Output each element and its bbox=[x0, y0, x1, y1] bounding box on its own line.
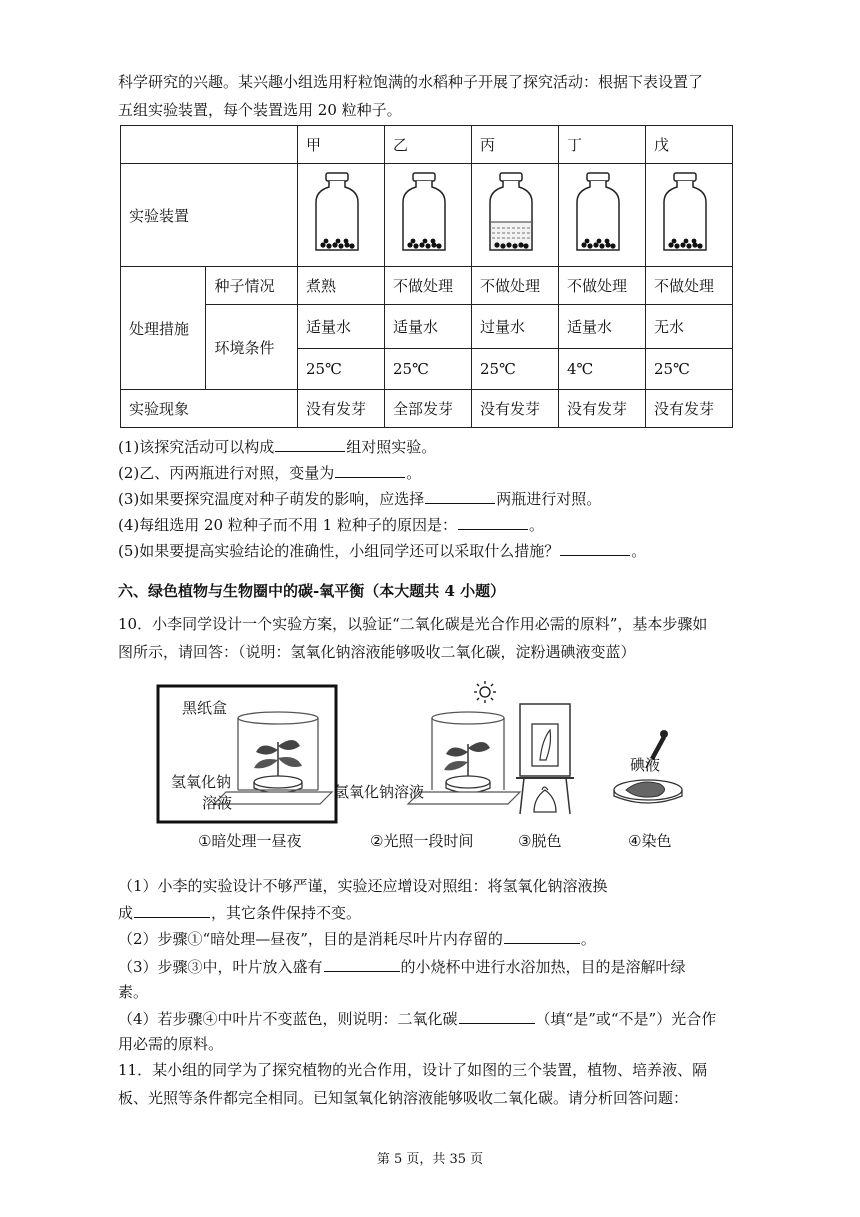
sun-icon bbox=[474, 681, 496, 703]
group-header: 乙 bbox=[385, 126, 472, 164]
answer-blank[interactable] bbox=[425, 488, 495, 504]
jar-cell bbox=[472, 164, 559, 267]
q10-part-4-line-2: 用必需的原料。 bbox=[118, 1035, 224, 1053]
step-4-caption: ④染色 bbox=[628, 832, 672, 850]
result-cell: 没有发芽 bbox=[646, 390, 733, 428]
result-cell: 没有发芽 bbox=[298, 390, 385, 428]
group-header: 丁 bbox=[559, 126, 646, 164]
step-2-caption: ②光照一段时间 bbox=[370, 832, 474, 850]
water-cell: 无水 bbox=[646, 305, 733, 349]
bell-jar-icon bbox=[408, 712, 520, 804]
q10-part-3-line-1: （3）步骤③中，叶片放入盛有 的小烧杯中进行水浴加热，目的是溶解叶绿 bbox=[118, 958, 686, 976]
q10-part-2: （2）步骤①“暗处理—昼夜”，目的是消耗尽叶片内存留的 。 bbox=[118, 930, 596, 948]
group-header: 甲 bbox=[298, 126, 385, 164]
q11-stem-line-2: 板、光照等条件都完全相同。已知氢氧化钠溶液能够吸收二氧化碳。请分析回答问题： bbox=[118, 1089, 689, 1107]
temp-cell: 4℃ bbox=[559, 349, 646, 390]
jar-icon bbox=[573, 172, 623, 254]
jar-cell bbox=[559, 164, 646, 267]
jar-cell bbox=[646, 164, 733, 267]
jar-cell bbox=[298, 164, 385, 267]
jar-icon bbox=[312, 172, 362, 254]
section-title: 六、绿色植物与生物圈中的碳-氧平衡（本大题共 4 小题） bbox=[118, 582, 506, 600]
box-label: 黑纸盒 bbox=[182, 699, 228, 717]
q10-part-3-line-2: 素。 bbox=[118, 983, 149, 1001]
seed-cell: 不做处理 bbox=[472, 267, 559, 305]
seed-cell: 不做处理 bbox=[385, 267, 472, 305]
answer-blank[interactable] bbox=[134, 902, 210, 918]
q10-part-1-line-1: （1）小李的实验设计不够严谨，实验还应增设对照组：将氢氧化钠溶液换 bbox=[118, 877, 608, 895]
q9-item-3: (3)如果要探究温度对种子萌发的影响，应选择 两瓶进行对照。 bbox=[118, 490, 602, 508]
answer-blank[interactable] bbox=[560, 540, 630, 556]
seed-cell: 不做处理 bbox=[559, 267, 646, 305]
q10-part-4-line-1: （4）若步骤④中叶片不变蓝色，则说明：二氧化碳 （填“是”或“不是”）光合作 bbox=[118, 1010, 717, 1028]
answer-blank[interactable] bbox=[324, 956, 400, 972]
q10-stem-line-1: 10．小李同学设计一个实验方案，以验证“二氧化碳是光合作用必需的原料”，基本步骤如 bbox=[118, 615, 708, 633]
jar-icon bbox=[399, 172, 449, 254]
temp-cell: 25℃ bbox=[385, 349, 472, 390]
q11-stem-line-1: 11．某小组的同学为了探究植物的光合作用，设计了如图的三个装置，植物、培养液、隔 bbox=[118, 1061, 708, 1079]
naoh-label-1b: 溶液 bbox=[202, 794, 233, 812]
seed-cell: 不做处理 bbox=[646, 267, 733, 305]
answer-blank[interactable] bbox=[275, 436, 345, 452]
q10-part-1-line-2: 成 ，其它条件保持不变。 bbox=[118, 904, 362, 922]
answer-blank[interactable] bbox=[504, 928, 580, 944]
water-cell: 适量水 bbox=[385, 305, 472, 349]
water-cell: 适量水 bbox=[298, 305, 385, 349]
temp-cell: 25℃ bbox=[646, 349, 733, 390]
answer-blank[interactable] bbox=[335, 462, 405, 478]
group-header: 丙 bbox=[472, 126, 559, 164]
jar-cell bbox=[385, 164, 472, 267]
q9-item-2: (2)乙、丙两瓶进行对照，变量为 。 bbox=[118, 464, 422, 482]
group-header: 戊 bbox=[646, 126, 733, 164]
iodine-label: 碘液 bbox=[630, 756, 661, 774]
water-bath-icon bbox=[516, 704, 574, 814]
naoh-label-2: 氢氧化钠溶液 bbox=[334, 783, 425, 801]
experiment-table bbox=[120, 125, 733, 428]
step-1-caption: ①暗处理一昼夜 bbox=[198, 832, 302, 850]
sub-env-label: 环境条件 bbox=[206, 305, 298, 390]
q9-item-1: (1)该探究活动可以构成 组对照实验。 bbox=[118, 438, 437, 456]
jar-icon bbox=[660, 172, 710, 254]
result-cell: 没有发芽 bbox=[559, 390, 646, 428]
row-treatment-label: 处理措施 bbox=[121, 267, 206, 390]
answer-blank[interactable] bbox=[458, 514, 528, 530]
intro-line-1: 科学研究的兴趣。某兴趣小组选用籽粒饱满的水稻种子开展了探究活动：根据下表设置了 bbox=[118, 73, 704, 91]
page-footer: 第 5 页，共 35 页 bbox=[376, 1152, 484, 1167]
step-3-caption: ③脱色 bbox=[518, 832, 562, 850]
result-cell: 全部发芽 bbox=[385, 390, 472, 428]
seed-cell: 煮熟 bbox=[298, 267, 385, 305]
answer-blank[interactable] bbox=[459, 1008, 535, 1024]
jar-water-icon bbox=[486, 172, 536, 254]
naoh-label-1: 氢氧化钠 bbox=[171, 773, 232, 791]
sub-seed-label: 种子情况 bbox=[206, 267, 298, 305]
intro-line-2: 五组实验装置，每个装置选用 20 粒种子。 bbox=[118, 101, 402, 119]
result-cell: 没有发芽 bbox=[472, 390, 559, 428]
q9-item-4: (4)每组选用 20 粒种子而不用 1 粒种子的原因是： 。 bbox=[118, 516, 544, 534]
water-cell: 过量水 bbox=[472, 305, 559, 349]
water-cell: 适量水 bbox=[559, 305, 646, 349]
temp-cell: 25℃ bbox=[298, 349, 385, 390]
temp-cell: 25℃ bbox=[472, 349, 559, 390]
q9-item-5: (5)如果要提高实验结论的准确性，小组同学还可以采取什么措施？ 。 bbox=[118, 542, 647, 560]
row-result-label: 实验现象 bbox=[121, 390, 298, 428]
q10-stem-line-2: 图所示，请回答：（说明：氢氧化钠溶液能够吸收二氧化碳，淀粉遇碘液变蓝） bbox=[118, 643, 636, 661]
experiment-figure bbox=[150, 680, 710, 852]
petri-dish-icon bbox=[614, 780, 682, 803]
row-device-label: 实验装置 bbox=[121, 164, 298, 267]
